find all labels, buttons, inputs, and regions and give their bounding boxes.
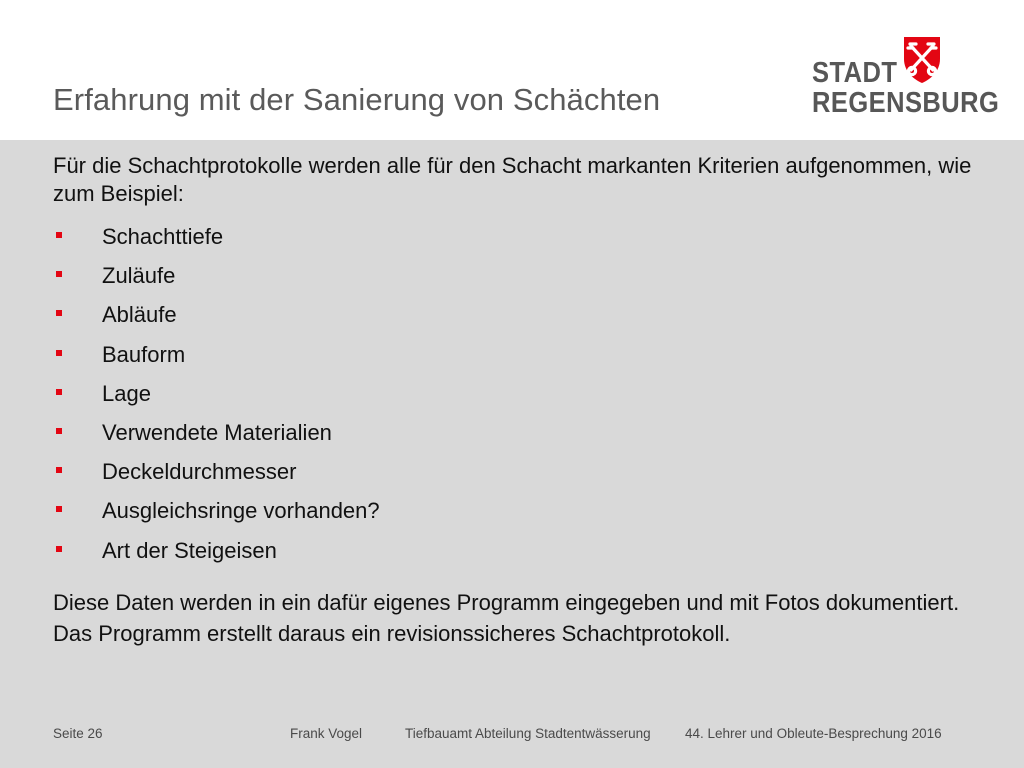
criteria-label: Verwendete Materialien: [102, 419, 332, 445]
footer-event: 44. Lehrer und Obleute-Besprechung 2016: [685, 726, 942, 741]
logo-line-regensburg: REGENSBURG: [812, 87, 1000, 119]
footer-author: Frank Vogel: [290, 726, 363, 741]
square-bullet-icon: [56, 310, 62, 316]
criteria-list-item: [53, 340, 983, 379]
criteria-list: [53, 222, 983, 575]
criteria-label: Lage: [102, 380, 151, 406]
criteria-label: Art der Steigeisen: [102, 537, 277, 563]
square-bullet-icon: [56, 232, 62, 238]
criteria-label: Abläufe: [102, 302, 177, 328]
criteria-list-item: [53, 261, 983, 300]
criteria-label: Zuläufe: [102, 263, 176, 289]
criteria-label: Deckeldurchmesser: [102, 459, 297, 485]
square-bullet-icon: [56, 428, 62, 434]
square-bullet-icon: [56, 467, 62, 473]
footer-page-number: Seite 26: [53, 726, 103, 741]
square-bullet-icon: [56, 506, 62, 512]
criteria-list-item: [53, 496, 983, 535]
criteria-list-item: [53, 379, 983, 418]
criteria-list-item: [53, 222, 983, 261]
square-bullet-icon: [56, 389, 62, 395]
criteria-list-item: [53, 536, 983, 575]
slide-body: [53, 152, 983, 649]
criteria-label: Schachttiefe: [102, 224, 224, 249]
city-crest-icon: [896, 33, 948, 85]
criteria-list-item: [53, 418, 983, 457]
square-bullet-icon: [56, 350, 62, 356]
square-bullet-icon: [56, 271, 62, 277]
slide-title: Erfahrung mit der Sanierung von Schächten: [53, 82, 661, 117]
footer-department: Tiefbauamt Abteilung Stadtentwässerung: [405, 726, 651, 741]
logo-line-stadt: STADT: [812, 57, 898, 89]
criteria-list-item: [53, 457, 983, 496]
criteria-list-item: [53, 300, 983, 339]
square-bullet-icon: [56, 546, 62, 552]
criteria-label: Bauform: [102, 341, 186, 367]
intro-paragraph: Für die Schachtprotokolle werden alle für den Schacht markanten Kriterien aufgenommen, wie zum Beispiel:: [53, 153, 972, 206]
slide-header: [0, 0, 1024, 140]
criteria-label: Ausgleichsringe vorhanden?: [102, 498, 380, 524]
closing-paragraph: Diese Daten werden in ein dafür eigenes Programm eingegeben und mit Fotos dokumentiert. Das Programm erstellt daraus ein revisionssicheres Schachtprotokoll.: [53, 589, 960, 646]
